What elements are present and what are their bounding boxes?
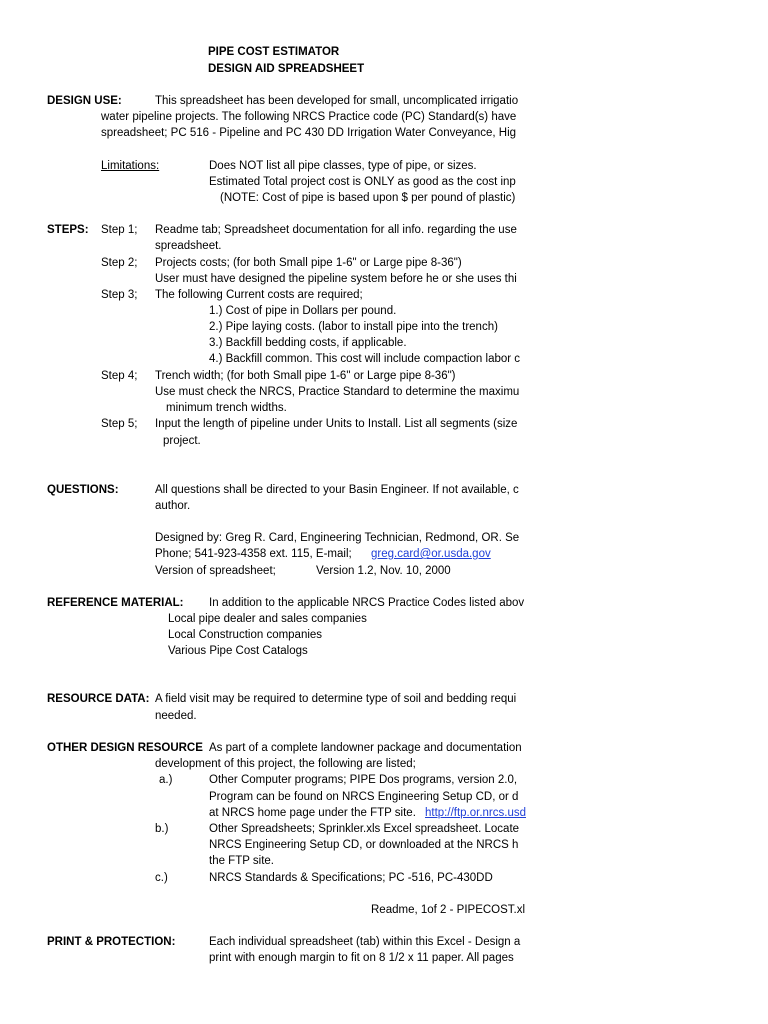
questions-label: QUESTIONS: bbox=[47, 484, 119, 496]
resource-data-line-2: needed. bbox=[155, 710, 197, 722]
resource-data-label: RESOURCE DATA: bbox=[47, 693, 150, 705]
item-a-line-3: at NRCS home page under the FTP site. bbox=[209, 807, 416, 819]
step-4-line-3: minimum trench widths. bbox=[166, 402, 287, 414]
step-2-line-1: Projects costs; (for both Small pipe 1-6" or Large pipe 8-36") bbox=[155, 257, 462, 269]
reference-label: REFERENCE MATERIAL: bbox=[47, 597, 184, 609]
other-design-line-1: As part of a complete landowner package and documentation bbox=[209, 742, 522, 754]
step-1-label: Step 1; bbox=[101, 224, 138, 236]
print-protection-line-1: Each individual spreadsheet (tab) within this Excel - Design a bbox=[209, 936, 521, 948]
designed-by: Designed by: Greg R. Card, Engineering Technician, Redmond, OR. Se bbox=[155, 532, 520, 544]
step-3-label: Step 3; bbox=[101, 289, 138, 301]
item-b-line-3: the FTP site. bbox=[209, 855, 274, 867]
step-5-line-1: Input the length of pipeline under Units to Install. List all segments (size bbox=[155, 418, 518, 430]
design-use-line-1: This spreadsheet has been developed for small, uncomplicated irrigatio bbox=[155, 95, 519, 107]
title-line-2: DESIGN AID SPREADSHEET bbox=[208, 63, 365, 75]
ftp-link[interactable]: http://ftp.or.nrcs.usd bbox=[425, 807, 526, 819]
limitations-line-1: Does NOT list all pipe classes, type of pipe, or sizes. bbox=[209, 160, 477, 172]
reference-item: Local pipe dealer and sales companies bbox=[168, 613, 367, 625]
design-use-line-3: spreadsheet; PC 516 - Pipeline and PC 430 DD Irrigation Water Conveyance, Hig bbox=[101, 127, 517, 139]
limitations-line-2: Estimated Total project cost is ONLY as good as the cost inp bbox=[209, 176, 516, 188]
questions-line-1: All questions shall be directed to your Basin Engineer. If not available, c bbox=[155, 484, 519, 496]
item-b-label: b.) bbox=[155, 823, 169, 835]
print-protection-line-2: print with enough margin to fit on 8 1/2 x 11 paper. All pages bbox=[209, 952, 514, 964]
design-use-label: DESIGN USE: bbox=[47, 95, 122, 107]
print-protection-label: PRINT & PROTECTION: bbox=[47, 936, 176, 948]
step-3-item: 3.) Backfill bedding costs, if applicable. bbox=[209, 337, 407, 349]
step-5-line-2: project. bbox=[163, 435, 201, 447]
version-value: Version 1.2, Nov. 10, 2000 bbox=[316, 565, 451, 577]
steps-label: STEPS: bbox=[47, 224, 89, 236]
item-a-line-1: Other Computer programs; PIPE Dos programs, version 2.0, bbox=[209, 774, 518, 786]
step-2-label: Step 2; bbox=[101, 257, 138, 269]
resource-data-line-1: A field visit may be required to determine type of soil and bedding requi bbox=[155, 693, 517, 705]
step-2-line-2: User must have designed the pipeline system before he or she uses thi bbox=[155, 273, 517, 285]
limitations-line-3: (NOTE: Cost of pipe is based upon $ per pound of plastic) bbox=[220, 192, 516, 204]
item-b-line-1: Other Spreadsheets; Sprinkler.xls Excel spreadsheet. Locate bbox=[209, 823, 520, 835]
limitations-label: Limitations: bbox=[101, 160, 160, 172]
item-c-label: c.) bbox=[155, 872, 168, 884]
reference-line-1: In addition to the applicable NRCS Practice Codes listed abov bbox=[209, 597, 525, 609]
reference-item: Local Construction companies bbox=[168, 629, 323, 641]
item-a-label: a.) bbox=[159, 774, 173, 786]
other-design-line-2: development of this project, the following are listed; bbox=[155, 758, 416, 770]
step-1-line-1: Readme tab; Spreadsheet documentation for all info. regarding the use bbox=[155, 224, 517, 236]
item-a-line-2: Program can be found on NRCS Engineering Setup CD, or d bbox=[209, 791, 519, 803]
step-5-label: Step 5; bbox=[101, 418, 138, 430]
phone-text: Phone; 541-923-4358 ext. 115, E-mail; bbox=[155, 548, 352, 560]
questions-line-2: author. bbox=[155, 500, 191, 512]
step-4-line-2: Use must check the NRCS, Practice Standard to determine the maximu bbox=[155, 386, 520, 398]
item-b-line-2: NRCS Engineering Setup CD, or downloaded at the NRCS h bbox=[209, 839, 519, 851]
item-c-line-1: NRCS Standards & Specifications; PC -516, PC-430DD bbox=[209, 872, 493, 884]
page-reference: Readme, 1of 2 - PIPECOST.xl bbox=[371, 904, 526, 916]
version-label: Version of spreadsheet; bbox=[155, 565, 276, 577]
other-design-label: OTHER DESIGN RESOURCE bbox=[47, 742, 203, 754]
email-link[interactable]: greg.card@or.usda.gov bbox=[371, 548, 491, 560]
step-4-line-1: Trench width; (for both Small pipe 1-6" or Large pipe 8-36") bbox=[155, 370, 456, 382]
step-4-label: Step 4; bbox=[101, 370, 138, 382]
design-use-line-2: water pipeline projects. The following NRCS Practice code (PC) Standard(s) have bbox=[101, 111, 517, 123]
title-line-1: PIPE COST ESTIMATOR bbox=[208, 46, 340, 58]
reference-item: Various Pipe Cost Catalogs bbox=[168, 645, 308, 657]
step-3-item: 1.) Cost of pipe in Dollars per pound. bbox=[209, 305, 397, 317]
step-3-item: 4.) Backfill common. This cost will include compaction labor c bbox=[209, 353, 521, 365]
step-1-line-2: spreadsheet. bbox=[155, 240, 222, 252]
step-3-item: 2.) Pipe laying costs. (labor to install pipe into the trench) bbox=[209, 321, 498, 333]
step-3-line-1: The following Current costs are required; bbox=[155, 289, 363, 301]
